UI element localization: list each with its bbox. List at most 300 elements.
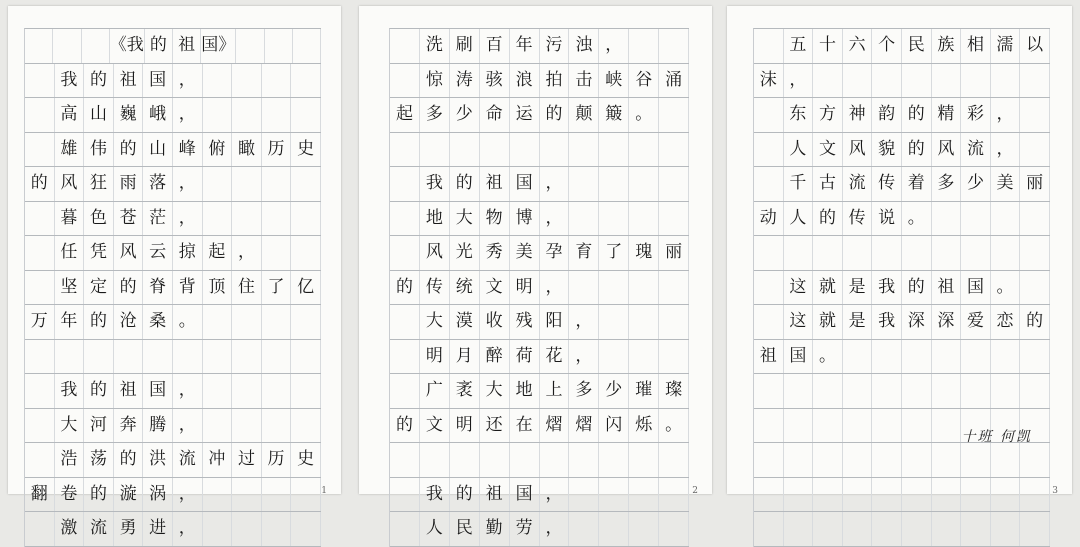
- grid-cell: [262, 167, 292, 201]
- grid-cell: ，: [173, 167, 203, 201]
- grid-cell: [25, 512, 55, 546]
- grid-cell: [25, 133, 55, 167]
- grid-cell: [784, 409, 814, 443]
- grid-cell: [1020, 374, 1050, 408]
- grid-cell: 璨: [659, 374, 689, 408]
- grid-cell: [659, 478, 689, 512]
- grid-cell: [262, 202, 292, 236]
- grid-cell: 璀: [629, 374, 659, 408]
- grid-cell: 明: [420, 340, 450, 374]
- grid-cell: [510, 133, 540, 167]
- grid-cell: 荡: [84, 443, 114, 477]
- grid-cell: [390, 340, 420, 374]
- grid-cell: [390, 64, 420, 98]
- grid-cell: [659, 167, 689, 201]
- page-1-sheet: [8, 6, 341, 539]
- grid-cell: 的: [902, 98, 932, 132]
- grid-row: [25, 236, 321, 271]
- grid-cell: [262, 340, 292, 374]
- grid-cell: 脊: [143, 271, 173, 305]
- grid-cell: [25, 340, 55, 374]
- grid-cell: 掠: [173, 236, 203, 270]
- grid-cell: [784, 512, 814, 546]
- grid-cell: 击: [569, 64, 599, 98]
- grid-cell: [291, 167, 321, 201]
- grid-cell: [203, 478, 233, 512]
- grid-cell: 沧: [114, 305, 144, 339]
- grid-cell: 说: [872, 202, 902, 236]
- grid-cell: 传: [872, 167, 902, 201]
- grid-cell: [25, 271, 55, 305]
- grid-cell: 云: [143, 236, 173, 270]
- grid-cell: [390, 305, 420, 339]
- grid-cell: 民: [450, 512, 480, 546]
- grid-cell: [872, 374, 902, 408]
- grid-cell: [1020, 443, 1050, 477]
- grid-cell: [390, 443, 420, 477]
- grid-cell: 明: [450, 409, 480, 443]
- grid-cell: [599, 305, 629, 339]
- grid-cell: [813, 374, 843, 408]
- grid-row: [390, 98, 689, 133]
- grid-row: [25, 167, 321, 202]
- grid-cell: [53, 29, 81, 63]
- grid-cell: 这: [784, 305, 814, 339]
- grid-cell: [569, 202, 599, 236]
- grid-row: [25, 340, 321, 375]
- grid-cell: 少: [961, 167, 991, 201]
- grid-cell: 我: [872, 305, 902, 339]
- grid-cell: 浊: [569, 29, 599, 63]
- grid-cell: 熠: [540, 409, 570, 443]
- grid-cell: 大: [55, 409, 85, 443]
- grid-cell: [232, 478, 262, 512]
- grid-cell: 国: [510, 167, 540, 201]
- grid-cell: 我: [872, 271, 902, 305]
- grid-cell: 涡: [143, 478, 173, 512]
- grid-cell: 伟: [84, 133, 114, 167]
- grid-cell: ，: [173, 409, 203, 443]
- grid-cell: [991, 512, 1021, 546]
- grid-cell: [25, 374, 55, 408]
- grid-cell: 巍: [114, 98, 144, 132]
- grid-row: [25, 133, 321, 168]
- grid-cell: 丽: [659, 236, 689, 270]
- grid-row: [390, 236, 689, 271]
- grid-cell: 国: [143, 64, 173, 98]
- grid-cell: 地: [510, 374, 540, 408]
- grid-cell: ，: [599, 29, 629, 63]
- grid-row: [25, 202, 321, 237]
- grid-cell: [262, 409, 292, 443]
- grid-cell: 漩: [114, 478, 144, 512]
- grid-cell: 族: [932, 29, 962, 63]
- grid-cell: [390, 167, 420, 201]
- grid-cell: [813, 478, 843, 512]
- grid-cell: [991, 64, 1021, 98]
- grid-cell: [902, 374, 932, 408]
- grid-cell: 月: [450, 340, 480, 374]
- grid-cell: 了: [599, 236, 629, 270]
- grid-cell: [932, 409, 962, 443]
- grid-cell: ，: [173, 512, 203, 546]
- grid-cell: [84, 340, 114, 374]
- grid-row: [754, 98, 1050, 133]
- grid-cell: ，: [232, 236, 262, 270]
- grid-row: [390, 305, 689, 340]
- grid-cell: 阳: [540, 305, 570, 339]
- grid-cell: 少: [450, 98, 480, 132]
- grid-cell: [25, 409, 55, 443]
- grid-cell: [932, 512, 962, 546]
- grid-cell: [262, 512, 292, 546]
- grid-cell: [232, 374, 262, 408]
- grid-cell: 污: [540, 29, 570, 63]
- grid-cell: [291, 98, 321, 132]
- grid-cell: 貌: [872, 133, 902, 167]
- grid-cell: 是: [843, 305, 873, 339]
- grid-cell: [754, 512, 784, 546]
- grid-cell: [291, 374, 321, 408]
- grid-cell: [754, 167, 784, 201]
- grid-row: [390, 443, 689, 478]
- grid-cell: 涛: [450, 64, 480, 98]
- grid-cell: [784, 478, 814, 512]
- grid-row: [754, 202, 1050, 237]
- grid-cell: [569, 133, 599, 167]
- grid-cell: 史: [291, 133, 321, 167]
- grid-cell: [390, 236, 420, 270]
- grid-cell: 浩: [55, 443, 85, 477]
- grid-cell: 人: [420, 512, 450, 546]
- grid-cell: 起: [203, 236, 233, 270]
- grid-cell: [291, 236, 321, 270]
- grid-cell: 的: [1020, 305, 1050, 339]
- grid-cell: [55, 340, 85, 374]
- grid-cell: 史: [291, 443, 321, 477]
- grid-cell: 的: [813, 202, 843, 236]
- grid-cell: [629, 29, 659, 63]
- grid-cell: [232, 202, 262, 236]
- grid-cell: 峡: [599, 64, 629, 98]
- grid-cell: [902, 443, 932, 477]
- grid-row: [25, 374, 321, 409]
- grid-cell: [203, 202, 233, 236]
- grid-row: [25, 409, 321, 444]
- grid-cell: [203, 64, 233, 98]
- grid-cell: 瞰: [232, 133, 262, 167]
- grid-row: [390, 167, 689, 202]
- grid-cell: 东: [784, 98, 814, 132]
- grid-cell: 山: [143, 133, 173, 167]
- grid-cell: 多: [420, 98, 450, 132]
- grid-cell: 骇: [480, 64, 510, 98]
- grid-cell: 烁: [629, 409, 659, 443]
- grid-cell: [480, 443, 510, 477]
- grid-cell: [232, 340, 262, 374]
- grid-cell: 闪: [599, 409, 629, 443]
- grid-cell: 我: [420, 478, 450, 512]
- grid-cell: [754, 29, 784, 63]
- grid-cell: 浪: [510, 64, 540, 98]
- grid-cell: 的: [114, 271, 144, 305]
- grid-cell: [173, 340, 203, 374]
- grid-cell: [420, 443, 450, 477]
- grid-cell: 精: [932, 98, 962, 132]
- grid-cell: 动: [754, 202, 784, 236]
- grid-cell: [659, 340, 689, 374]
- grid-cell: 冲: [203, 443, 233, 477]
- grid-cell: 苍: [114, 202, 144, 236]
- grid-cell: [629, 271, 659, 305]
- grid-cell: 漠: [450, 305, 480, 339]
- grid-cell: 的: [84, 305, 114, 339]
- grid-cell: 千: [784, 167, 814, 201]
- grid-cell: 洪: [143, 443, 173, 477]
- grid-cell: 了: [262, 271, 292, 305]
- grid-cell: [629, 478, 659, 512]
- grid-cell: [629, 167, 659, 201]
- grid-cell: ，: [784, 64, 814, 98]
- grid-cell: ，: [991, 98, 1021, 132]
- grid-cell: [902, 512, 932, 546]
- grid-cell: [450, 133, 480, 167]
- grid-row: [25, 512, 321, 547]
- grid-cell: 暮: [55, 202, 85, 236]
- grid-cell: [569, 271, 599, 305]
- grid-row: [390, 271, 689, 306]
- grid-cell: 涌: [659, 64, 689, 98]
- grid-cell: 祖: [480, 167, 510, 201]
- grid-cell: [659, 271, 689, 305]
- grid-row: [25, 271, 321, 306]
- grid-cell: [232, 167, 262, 201]
- grid-cell: [629, 443, 659, 477]
- grid-cell: [961, 64, 991, 98]
- grid-cell: 文: [480, 271, 510, 305]
- grid-cell: [659, 29, 689, 63]
- grid-cell: [902, 64, 932, 98]
- grid-cell: 惊: [420, 64, 450, 98]
- grid-cell: 《我: [110, 29, 145, 63]
- page-number: 3: [1052, 486, 1058, 496]
- grid-cell: 祖: [480, 478, 510, 512]
- grid-cell: [540, 133, 570, 167]
- grid-cell: [813, 443, 843, 477]
- grid-cell: 相: [961, 29, 991, 63]
- grid-cell: [629, 202, 659, 236]
- grid-cell: [25, 29, 53, 63]
- grid-cell: 我: [420, 167, 450, 201]
- grid-cell: 落: [143, 167, 173, 201]
- grid-cell: 风: [55, 167, 85, 201]
- grid-cell: [991, 478, 1021, 512]
- grid-cell: 风: [420, 236, 450, 270]
- grid-cell: 花: [540, 340, 570, 374]
- grid-cell: [262, 374, 292, 408]
- grid-cell: [843, 478, 873, 512]
- grid-cell: [629, 133, 659, 167]
- grid-cell: 色: [84, 202, 114, 236]
- page-3-sheet: [727, 6, 1072, 494]
- grid-cell: 十: [813, 29, 843, 63]
- grid-cell: ，: [540, 478, 570, 512]
- grid-cell: [872, 64, 902, 98]
- grid-cell: 卷: [55, 478, 85, 512]
- grid-cell: [754, 409, 784, 443]
- grid-cell: 国: [143, 374, 173, 408]
- grid-cell: 这: [784, 271, 814, 305]
- grid-cell: [25, 236, 55, 270]
- grid-cell: 多: [932, 167, 962, 201]
- grid-cell: [82, 29, 110, 63]
- grid-cell: [872, 340, 902, 374]
- grid-cell: 的: [390, 409, 420, 443]
- grid-cell: [902, 409, 932, 443]
- grid-cell: 美: [991, 167, 1021, 201]
- grid-cell: [265, 29, 293, 63]
- grid-cell: 熠: [569, 409, 599, 443]
- grid-cell: [510, 443, 540, 477]
- grid-cell: [961, 202, 991, 236]
- grid-cell: [262, 236, 292, 270]
- grid-cell: [599, 443, 629, 477]
- grid-cell: [754, 443, 784, 477]
- grid-cell: [754, 98, 784, 132]
- grid-cell: 峰: [173, 133, 203, 167]
- grid-cell: 大: [420, 305, 450, 339]
- grid-cell: [872, 478, 902, 512]
- grid-cell: 桑: [143, 305, 173, 339]
- grid-cell: [203, 167, 233, 201]
- grid-cell: [203, 98, 233, 132]
- grid-cell: 刷: [450, 29, 480, 63]
- grid-cell: [843, 512, 873, 546]
- grid-cell: 的: [540, 98, 570, 132]
- grid-row: [390, 64, 689, 99]
- grid-cell: 俯: [203, 133, 233, 167]
- grid-cell: 的: [450, 167, 480, 201]
- grid-cell: [813, 409, 843, 443]
- grid-cell: 勤: [480, 512, 510, 546]
- grid-cell: [754, 133, 784, 167]
- grid-cell: ，: [173, 202, 203, 236]
- grid-cell: ，: [540, 271, 570, 305]
- grid-cell: 雨: [114, 167, 144, 201]
- grid-cell: 茫: [143, 202, 173, 236]
- grid-cell: [629, 305, 659, 339]
- grid-cell: [629, 340, 659, 374]
- grid-cell: ，: [173, 98, 203, 132]
- grid-cell: [754, 271, 784, 305]
- grid-cell: [232, 409, 262, 443]
- grid-cell: 祖: [114, 64, 144, 98]
- grid-cell: [902, 478, 932, 512]
- grid-cell: [813, 236, 843, 270]
- grid-cell: [599, 512, 629, 546]
- grid-cell: 深: [902, 305, 932, 339]
- grid-cell: 翻: [25, 478, 55, 512]
- grid-cell: [872, 512, 902, 546]
- grid-cell: [291, 478, 321, 512]
- grid-cell: 背: [173, 271, 203, 305]
- grid-cell: [569, 167, 599, 201]
- grid-cell: [390, 374, 420, 408]
- grid-cell: 统: [450, 271, 480, 305]
- grid-cell: 亿: [291, 271, 321, 305]
- grid-cell: [599, 133, 629, 167]
- grid-cell: 颠: [569, 98, 599, 132]
- grid-cell: [480, 133, 510, 167]
- grid-cell: [932, 478, 962, 512]
- grid-cell: 任: [55, 236, 85, 270]
- grid-cell: [961, 512, 991, 546]
- grid-cell: [932, 236, 962, 270]
- grid-cell: [203, 374, 233, 408]
- grid-cell: [390, 29, 420, 63]
- writing-grid: [389, 28, 689, 547]
- grid-cell: [629, 512, 659, 546]
- grid-cell: [1020, 271, 1050, 305]
- grid-cell: 光: [450, 236, 480, 270]
- grid-cell: 进: [143, 512, 173, 546]
- grid-cell: [293, 29, 321, 63]
- grid-cell: 顶: [203, 271, 233, 305]
- grid-row: [25, 478, 321, 513]
- grid-cell: [843, 236, 873, 270]
- grid-cell: 的: [84, 478, 114, 512]
- grid-cell: [1020, 64, 1050, 98]
- grid-row: [390, 133, 689, 168]
- grid-cell: 上: [540, 374, 570, 408]
- grid-cell: [813, 64, 843, 98]
- grid-row: [754, 512, 1050, 547]
- grid-cell: ，: [991, 133, 1021, 167]
- grid-cell: 起: [390, 98, 420, 132]
- grid-cell: [872, 443, 902, 477]
- grid-cell: 过: [232, 443, 262, 477]
- grid-cell: 奔: [114, 409, 144, 443]
- grid-cell: [932, 340, 962, 374]
- grid-cell: [143, 340, 173, 374]
- grid-cell: [991, 443, 1021, 477]
- grid-row: [754, 443, 1050, 478]
- grid-cell: 传: [420, 271, 450, 305]
- grid-cell: [659, 305, 689, 339]
- grid-row: [754, 305, 1050, 340]
- grid-cell: 风: [843, 133, 873, 167]
- grid-cell: 的: [390, 271, 420, 305]
- grid-cell: 命: [480, 98, 510, 132]
- grid-cell: [843, 340, 873, 374]
- grid-cell: 物: [480, 202, 510, 236]
- grid-cell: [784, 236, 814, 270]
- grid-cell: [203, 305, 233, 339]
- grid-cell: 醉: [480, 340, 510, 374]
- grid-cell: [262, 478, 292, 512]
- grid-row: [390, 512, 689, 547]
- grid-cell: [659, 133, 689, 167]
- grid-cell: 的: [25, 167, 55, 201]
- grid-cell: 人: [784, 133, 814, 167]
- grid-cell: 博: [510, 202, 540, 236]
- grid-cell: 年: [510, 29, 540, 63]
- grid-cell: [754, 305, 784, 339]
- grid-cell: [232, 98, 262, 132]
- page-number: 1: [321, 486, 327, 496]
- grid-cell: 峨: [143, 98, 173, 132]
- grid-row: [390, 478, 689, 513]
